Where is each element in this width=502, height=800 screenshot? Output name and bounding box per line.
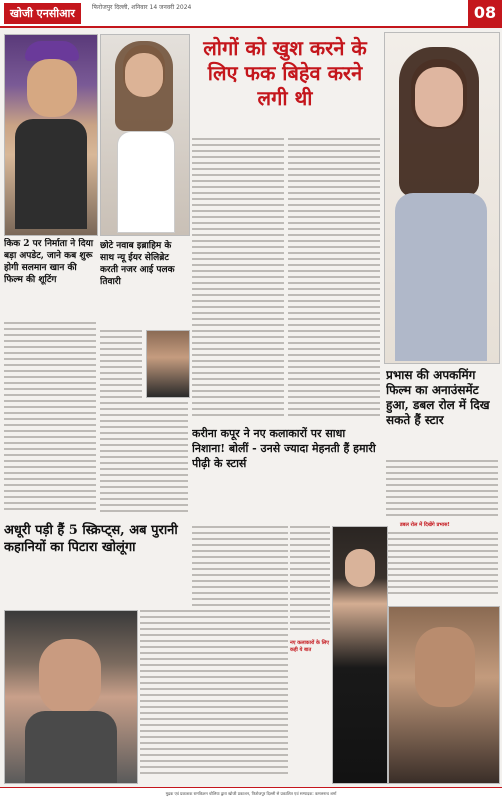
salman-article-text <box>4 322 96 518</box>
footer-imprint: मुद्रक एवं प्रकाशक रामकिशन धोलिया द्वारा खोजी प्रकाशन, फिरोजपुर दिल्ली से प्रकाशित एवं सम्पादक: कमलनाथ शर्मा <box>0 787 502 800</box>
prabhas-article-text <box>386 460 498 520</box>
main-article-text <box>192 138 284 420</box>
prabhas-headline: प्रभास की अपकमिंग फिल्म का अनाउंसमेंट हुआ, डबल रोल में दिख सकते हैं स्टार <box>386 368 490 427</box>
hirani-article-text <box>140 610 192 782</box>
ibrahim-article-text-2 <box>100 402 188 518</box>
page-number: 08 <box>468 0 502 26</box>
kareena-headline: करीना कपूर ने नए कलाकारों पर साधा निशाना! बोलीं - उनसे ज्यादा मेहनती हैं हमारी पीढ़ी के स्टार्स <box>192 427 376 470</box>
prabhas-box-label: डबल रोल में दिखेंगे प्रभास! <box>400 522 450 528</box>
hirani-photo <box>4 610 138 784</box>
kareena-box-label: नए कलाकारों के लिए कही ये बात <box>290 640 330 653</box>
masthead <box>0 0 502 28</box>
prabhas-photo <box>388 606 500 784</box>
kareena-article-text-2 <box>290 526 330 636</box>
ananya-photo <box>384 32 500 364</box>
hirani-headline: अधूरी पड़ी हैं 5 स्क्रिप्ट्स, अब पुरानी कहानियों का पिटारा खोलूंगा <box>4 523 178 555</box>
section-title: खोजी एनसीआर <box>4 3 81 24</box>
kareena-photo <box>332 526 388 784</box>
ibrahim-photo <box>146 330 190 398</box>
main-article-text-col2 <box>288 138 380 420</box>
kareena-article-text <box>192 526 288 782</box>
salman-headline: किक 2 पर निर्माता ने दिया बड़ा अपडेट, जाने कब शुरू होगी सलमान खान की फिल्म की शूटिंग <box>4 239 94 285</box>
actress-photo <box>100 34 190 236</box>
salman-photo <box>4 34 98 236</box>
ibrahim-article-text <box>100 330 142 400</box>
issue-meta: फिरोजपुर दिल्ली, शनिवार 14 जनवरी 2024 <box>92 4 192 11</box>
main-headline: लोगों को खुश करने के लिए फक बिहेव करने लगी थी <box>203 36 367 110</box>
prabhas-article-text-2 <box>386 532 498 602</box>
ibrahim-headline: छोटे नवाब इब्राहिम के साथ न्यू ईयर सेलिब्रेट करती नजर आई पलक तिवारी <box>100 241 175 287</box>
